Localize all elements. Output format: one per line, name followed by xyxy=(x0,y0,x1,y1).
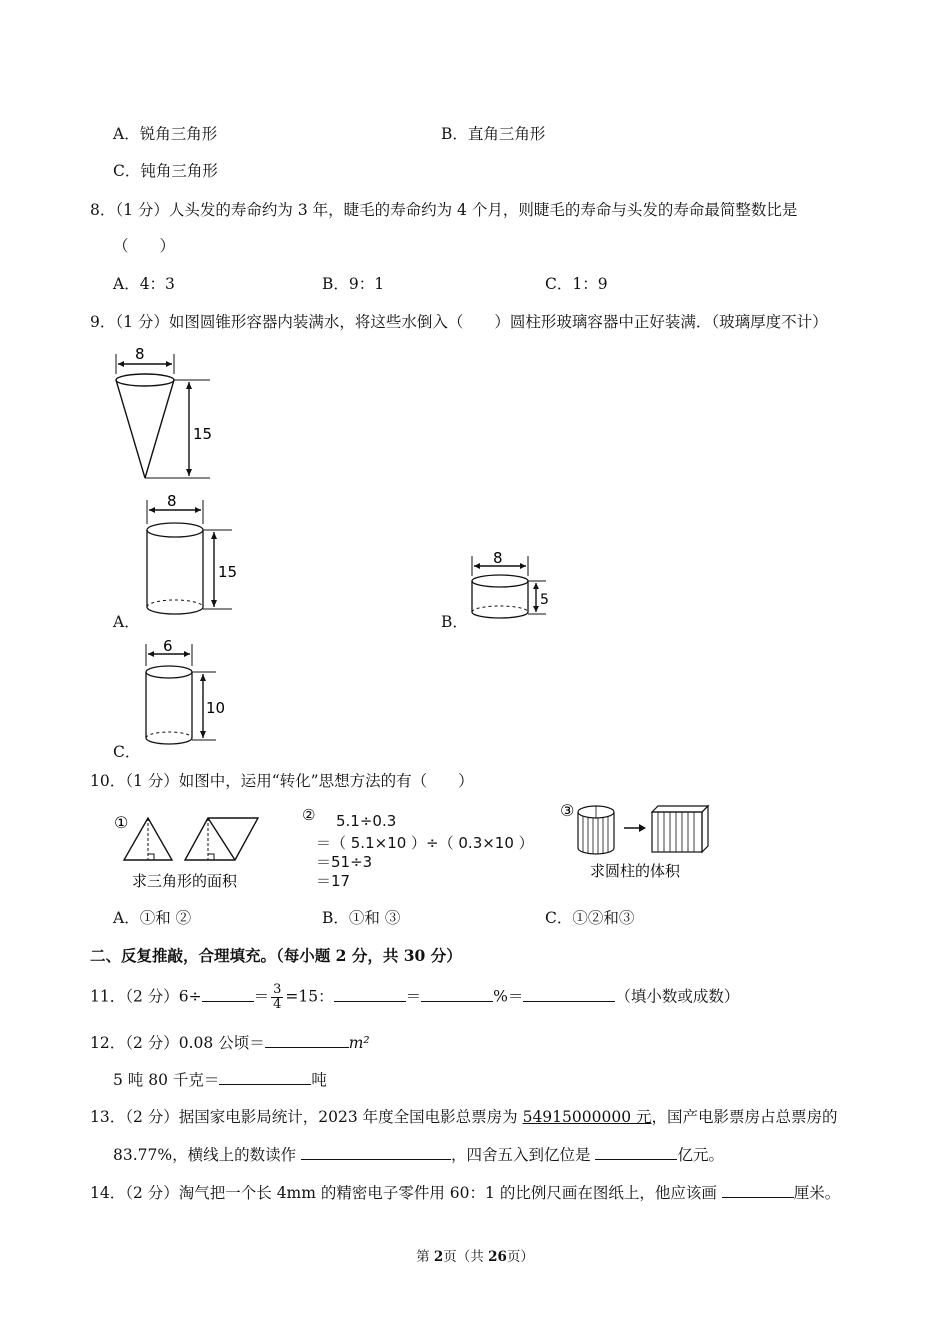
q14-unit: 厘米。 xyxy=(793,1184,841,1202)
q9-option-a-label: A． xyxy=(113,613,140,631)
footer-prefix: 第 xyxy=(416,1249,434,1265)
q13-line2-prefix: 83.77%，横线上的数读作 xyxy=(113,1146,302,1164)
q13-prefix: 13．（2 分）据国家电影局统计，2023 年度全国电影总票房为 xyxy=(90,1108,523,1126)
q10-option-c: C．①②和③ xyxy=(545,909,635,927)
q11-prefix: 11．（2 分）6÷ xyxy=(90,987,202,1006)
q10-option-b: B．①和 ③ xyxy=(322,909,401,927)
q11-fraction-denominator: 4 xyxy=(273,997,282,1012)
q9-option-b-cylinder xyxy=(466,548,556,628)
footer-suffix: 页） xyxy=(506,1249,534,1265)
footer-mid: 页（共 xyxy=(443,1249,489,1265)
q9-option-a-cylinder xyxy=(140,490,250,620)
q14-prefix: 14．（2 分）淘气把一个长 4mm 的精密电子零件用 60：1 的比例尺画在图纸上，他应该画 xyxy=(90,1184,722,1202)
q9-option-c-cylinder xyxy=(138,636,238,756)
q12-prefix: 12．（2 分）0.08 公顷＝ xyxy=(90,1034,265,1052)
q9-option-b-height: 5 xyxy=(540,592,549,608)
q7-option-c: C．钝角三角形 xyxy=(113,162,218,180)
q9-option-a-height: 15 xyxy=(218,563,238,581)
q8-stem: 8．（1 分）人头发的寿命约为 3 年，睫毛的寿命约为 4 个月，则睫毛的寿命与头发的寿命最简整数比是 xyxy=(90,201,798,219)
q7-option-b: B．直角三角形 xyxy=(441,125,546,143)
q10-stem: 10．（1 分）如图中，运用“转化”思想方法的有（ ） xyxy=(90,772,474,790)
q10-fig1-number: ① xyxy=(114,813,129,832)
q12-line-2 xyxy=(113,1068,327,1090)
q10-option-a: A．①和 ② xyxy=(113,909,192,927)
q9-option-c-label: C． xyxy=(113,743,141,761)
q13-blank-1[interactable] xyxy=(301,1145,451,1160)
q13-line2-unit: 亿元。 xyxy=(677,1146,724,1164)
section-2-title: 二、反复推敲，合理填充。（每小题 2 分，共 30 分） xyxy=(90,946,462,965)
q11-suffix: （填小数或成数） xyxy=(615,987,740,1006)
q10-fig3-caption: 求圆柱的体积 xyxy=(590,862,681,880)
q13-line-2 xyxy=(113,1143,724,1165)
q7-option-a: A．锐角三角形 xyxy=(113,125,218,143)
q12-line2-unit: 吨 xyxy=(311,1071,327,1089)
q12-unit: m² xyxy=(348,1034,370,1052)
q9-option-c-diameter: 6 xyxy=(163,637,173,655)
q11-blank-1[interactable] xyxy=(202,987,254,1002)
q11-blank-2[interactable] xyxy=(334,987,406,1002)
q11-eq2: ＝ xyxy=(405,987,422,1006)
q10-figure-3 xyxy=(558,798,728,888)
q9-option-b-label: B． xyxy=(441,613,468,631)
cone-figure xyxy=(108,342,218,484)
cone-height-label: 15 xyxy=(193,425,213,443)
q8-option-c: C．1：9 xyxy=(545,275,608,293)
q11-blank-3[interactable] xyxy=(421,987,493,1002)
footer-total-pages: 26 xyxy=(488,1249,507,1265)
q9-option-a-diameter: 8 xyxy=(167,492,177,510)
q11-fraction-numerator: 3 xyxy=(273,982,282,997)
q10-fig2-line-1: 5.1÷0.3 xyxy=(336,812,397,830)
q13-blank-2[interactable] xyxy=(595,1145,677,1160)
q12-blank-1[interactable] xyxy=(265,1033,349,1048)
q8-option-b: B．9：1 xyxy=(322,275,385,293)
cone-diameter-label: 8 xyxy=(135,345,145,363)
footer-page-number: 2 xyxy=(433,1249,444,1265)
q8-paren: （ ） xyxy=(113,237,176,255)
q10-figure-1 xyxy=(110,808,280,898)
q11-fraction xyxy=(271,983,283,1012)
q10-fig3-number: ③ xyxy=(560,801,575,820)
page-footer xyxy=(0,1245,950,1265)
q8-option-a: A．4：3 xyxy=(113,275,175,293)
q10-fig2-number: ② xyxy=(302,806,316,824)
q13-suffix: ，国产电影票房占总票房的 xyxy=(651,1108,838,1126)
q14-blank[interactable] xyxy=(722,1183,794,1198)
q14 xyxy=(90,1181,840,1203)
q12-line-1 xyxy=(90,1031,370,1053)
q11-percent: %＝ xyxy=(493,987,524,1006)
q10-fig2-line-2: ＝（ 5.1×10 ）÷（ 0.3×10 ） xyxy=(316,834,534,852)
q13-line-1 xyxy=(90,1105,838,1127)
q9-option-b-diameter: 8 xyxy=(493,549,503,567)
q13-underlined-amount: 54915000000 元 xyxy=(522,1108,652,1126)
q9-option-c-height: 10 xyxy=(206,699,226,717)
q10-fig2-line-4: ＝17 xyxy=(316,872,351,890)
q11-mid: =15： xyxy=(285,987,334,1006)
q11-blank-4[interactable] xyxy=(523,987,615,1002)
q13-line2-mid: ，四舍五入到亿位是 xyxy=(451,1146,596,1164)
q11 xyxy=(90,983,739,1012)
q10-fig1-caption: 求三角形的面积 xyxy=(132,872,238,890)
q12-line2-prefix: 5 吨 80 千克＝ xyxy=(113,1071,220,1089)
q12-blank-2[interactable] xyxy=(219,1070,311,1085)
q10-fig2-line-3: ＝51÷3 xyxy=(316,853,373,871)
q11-eq1: ＝ xyxy=(253,987,270,1006)
q9-stem: 9．（1 分）如图圆锥形容器内装满水，将这些水倒入（ ）圆柱形玻璃容器中正好装满．（玻璃厚度不计） xyxy=(90,313,828,331)
